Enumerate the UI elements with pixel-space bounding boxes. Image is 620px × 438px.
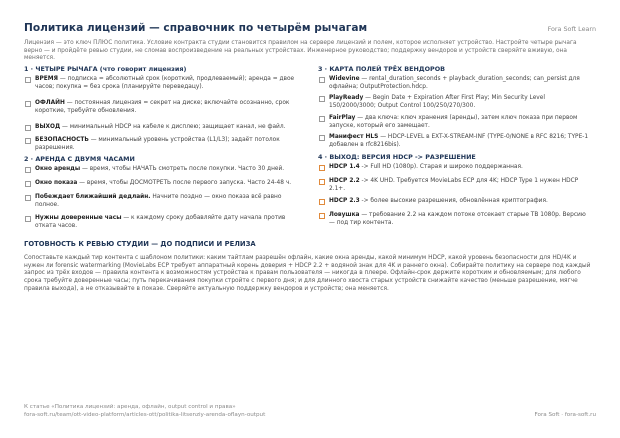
checkbox-icon[interactable] (25, 125, 31, 131)
footer-article-url[interactable]: fora-soft.ru/team/ott-video-platform/articles-ott/politika-litsenziy-arenda-oflayn-output (24, 412, 266, 419)
footer-brand: Fora Soft · fora-soft.ru (534, 412, 596, 418)
item-key: FairPlay (329, 115, 356, 121)
checklist-item (318, 115, 590, 134)
section-vendor-fields (318, 65, 590, 153)
section-heading: 2 · АРЕНДА С ДВУМЯ ЧАСАМИ (24, 155, 135, 163)
checklist-item (24, 180, 296, 194)
section-heading: 1 · ЧЕТЫРЕ РЫЧАГА (что говорит лицензия) (24, 65, 187, 73)
item-key: Ловушка (329, 212, 360, 218)
item-text: — подписка = абсолютный срок (короткий, продлеваемый); аренда = двое часов; покупка = без срока (планируйте переведацу). (35, 76, 295, 90)
item-key: Нужны доверенные часы (35, 215, 122, 221)
item-key: HDCP 2.3 (329, 198, 360, 204)
checklist-item (24, 76, 296, 100)
section-hdcp-output (318, 153, 590, 230)
readiness-text: Сопоставьте каждый тир контента с шаблоном политики: каким тайтлам разрешён офлайн, какие окна аренды, какой минимум HDCP, какой уровень безопасности для HD/4K и нужен ли forensic watermarking (MovieLabs ECP требует аппаратный корень доверия + HDCP 2.2 + водяной знак для 4K и раннего окна). Собирайте политику на сервере под каждый запрос из трёх входов — правила контента к возможностям устройства к правам пользователя — никогда в плеере. Офлайн-срок держите коротким и обновляемым; для любого срока требуйте доверенные часы; путь перекачивания покупки стройте с первого дня; и для длинного хвоста старых устройств снижайте качество (меньше разрешение, мягче правила выхода), а не отказывайте в показе. Сверяйте актуальную поддержку вендоров и устройств; она меняется. (24, 255, 591, 292)
checkbox-icon[interactable] (319, 135, 325, 141)
item-text: — требование 2.2 на каждом потоке отсекает старые ТВ 1080p. Версию — под тир контента. (329, 212, 586, 226)
item-text: -> Full HD (1080p). Старая и широко поддержанная. (359, 164, 523, 170)
item-text: Начните поздно — окно показа всё равно полное. (35, 194, 282, 208)
section-heading: 3 · КАРТА ПОЛЕЙ ТРЁХ ВЕНДОРОВ (318, 65, 445, 73)
checklist-item (318, 178, 590, 198)
checkbox-icon[interactable] (319, 199, 325, 205)
checklist-item (24, 124, 296, 137)
item-key: Манифест HLS (329, 134, 379, 140)
item-key: HDCP 1.4 (329, 164, 360, 170)
footer-article-title: К статье «Политика лицензий: аренда, офлайн, output control и права» (24, 404, 236, 410)
item-text: — минимальный HDCP на кабеле к дисплею; защищает канал, не файл. (60, 124, 286, 130)
item-text: -> более высокие разрешения, обновлённая криптография. (359, 198, 548, 204)
checklist-item (318, 95, 590, 115)
checklist-item (318, 198, 590, 212)
checkbox-icon[interactable] (25, 216, 31, 222)
item-text: — постоянная лицензия = секрет на диске; включайте осознанно, срок короткие, требуйте обновления. (35, 100, 290, 114)
item-text: — HDCP-LEVEL в EXT-X-STREAM-INF (TYPE-0/NONE в RFC 8216; TYPE-1 добавлен в rfc8216bis). (329, 134, 589, 148)
item-text: — к каждому сроку добавляйте дату начала против отката часов. (35, 215, 286, 229)
checkbox-icon[interactable] (25, 101, 31, 107)
checklist-item (24, 166, 296, 180)
item-key: Побеждает ближайший дедлайн. (35, 194, 151, 200)
brand-label: Fora Soft Learn (547, 25, 596, 33)
left-column (24, 65, 296, 233)
checklist-item (318, 134, 590, 153)
checkbox-icon[interactable] (25, 77, 31, 83)
checkbox-icon[interactable] (25, 138, 31, 144)
item-key: HDCP 2.2 (329, 178, 360, 184)
readiness-heading: ГОТОВНОСТЬ К РЕВЬЮ СТУДИИ — ДО ПОДПИСИ И РЕЛИЗА (24, 240, 256, 248)
checklist-item (318, 76, 590, 95)
item-text: — минимальный уровень устройства (L1/L3); задаёт потолок разрешения. (35, 137, 280, 151)
checklist-item (24, 194, 296, 215)
checkbox-icon[interactable] (319, 77, 325, 83)
checklist-item (24, 137, 296, 155)
item-key: Окно показа (35, 180, 78, 186)
item-key: PlayReady (329, 95, 364, 101)
intro-text: Лицензия — это ключ ПЛЮС политика. Условие контракта студии становится правилом на сервере лицензий и полем, которое исполняет устройство. Настройте четыре рычага верно — и пройдёте ревью студии, не сломав воспроизведение на реальных устройствах. Инженерное руководство; поддержку вендоров и устройств сверяйте вживую, она меняется. (24, 40, 577, 62)
item-text: — время, чтобы НАЧАТЬ смотреть после покупки. Часто 30 дней. (80, 166, 285, 172)
item-key: БЕЗОПАСНОСТЬ (35, 137, 89, 143)
item-text: — два ключа: ключ хранения (аренды), затем ключ показа при первом запуске, который его замещает. (329, 115, 578, 129)
page-header (24, 22, 596, 38)
item-key: ВЫХОД (35, 124, 61, 130)
checkbox-icon[interactable] (25, 181, 31, 187)
right-column (318, 65, 590, 230)
readiness-section (24, 240, 596, 294)
item-key: ОФЛАЙН (35, 100, 65, 106)
checkbox-icon[interactable] (25, 167, 31, 173)
item-key: Окно аренды (35, 166, 81, 172)
checkbox-icon[interactable] (319, 213, 325, 219)
checklist-item (24, 215, 296, 233)
checklist-item (318, 212, 590, 230)
checkbox-icon[interactable] (319, 96, 325, 102)
item-key: ВРЕМЯ (35, 76, 59, 82)
item-key: Widevine (329, 76, 360, 82)
item-text: -> 4K UHD. Требуется MovieLabs ECP для 4K; HDCP Type 1 нужен HDCP 2.1+. (329, 178, 579, 192)
footer (24, 403, 596, 419)
checkbox-icon[interactable] (319, 116, 325, 122)
checkbox-icon[interactable] (319, 179, 325, 185)
item-text: — rental_duration_seconds + playback_duration_seconds; can_persist для офлайна; OutputProtection.hdcp. (329, 76, 580, 90)
checklist-item (318, 164, 590, 178)
item-text: — Begin Date + Expiration After First Play; Min Security Level 150/2000/3000; Output Control 100/250/270/300. (329, 95, 545, 109)
checklist-item (24, 100, 296, 124)
item-text: — время, чтобы ДОСМОТРЕТЬ после первого запуска. Часто 24-48 ч. (77, 180, 292, 186)
section-four-levers (24, 65, 296, 155)
checkbox-icon[interactable] (319, 165, 325, 171)
section-rental-two-clocks (24, 155, 296, 233)
section-heading: 4 · ВЫХОД: ВЕРСИЯ HDCP -> РАЗРЕШЕНИЕ (318, 153, 476, 161)
page-title: Политика лицензий — справочник по четырём рычагам (24, 22, 368, 34)
checkbox-icon[interactable] (25, 195, 31, 201)
